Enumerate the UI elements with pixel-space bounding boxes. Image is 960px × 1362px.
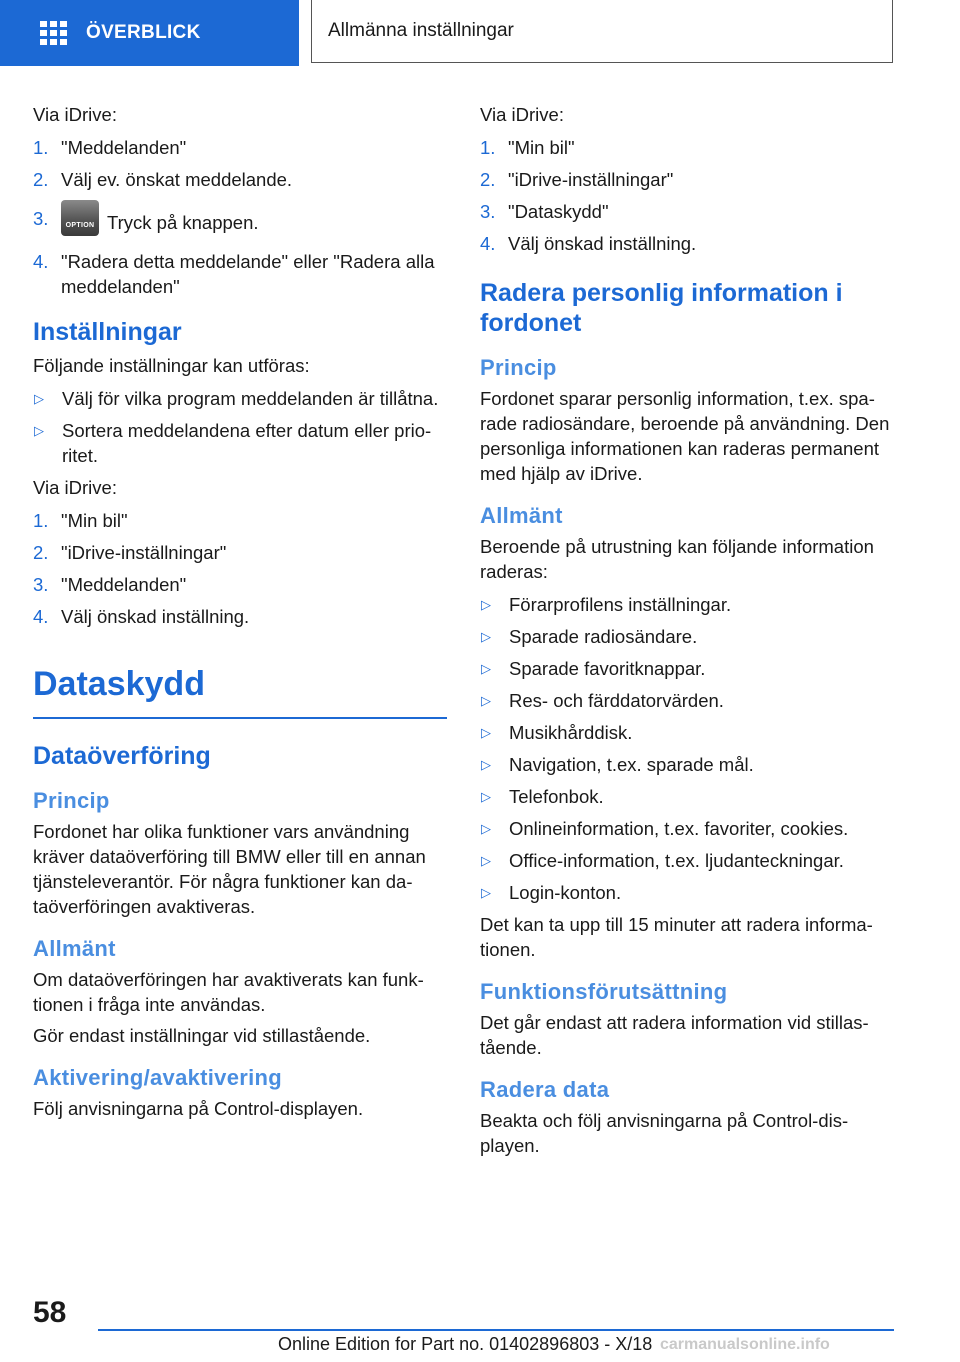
list-item: ▷ Navigation, t.ex. sparade mål. [481, 754, 754, 775]
general-heading: Allmänt [480, 503, 563, 528]
triangle-bullet-icon: ▷ [481, 885, 491, 900]
list-item: 3. "Dataskydd" [480, 201, 609, 222]
section-tab[interactable] [311, 0, 893, 63]
list-item: ▷ Onlineinformation, t.ex. favoriter, cookies. [481, 818, 849, 839]
principle-text: Fordonet sparar personlig information, t.ex. sparade radiosändare, beroende på användning. Den personliga informationen kan raderas permanent med hjälp av iDrive. [480, 388, 890, 484]
privacy-steps-list [480, 135, 898, 256]
triangle-bullet-icon: ▷ [481, 725, 491, 740]
principle-heading: Princip [480, 355, 557, 380]
list-item: ▷ Res- och färddatorvärden. [481, 690, 724, 711]
triangle-bullet-icon: ▷ [481, 693, 491, 708]
list-item: ▷ Telefonbok. [481, 786, 604, 807]
chapter-heading: Dataskydd [33, 663, 447, 719]
section-tab-label: Allmänna inställningar [328, 20, 514, 41]
general-note: Gör endast inställningar vid stillastående. [33, 1025, 371, 1046]
left-column [33, 102, 447, 1127]
list-item: ▷ Sortera meddelandena efter datum eller prioritet. [34, 420, 432, 466]
settings-bullets [33, 386, 447, 468]
list-item: 4. "Radera detta meddelande" eller "Radera alla meddelanden" [33, 251, 435, 297]
list-item: 4. Välj önskad inställning. [33, 606, 250, 627]
overview-tab-label: ÖVERBLICK [86, 22, 201, 43]
principle-heading: Princip [33, 788, 110, 813]
list-item: ▷ Förarprofilens inställningar. [481, 594, 732, 615]
principle-text: Fordonet har olika funktioner vars användning kräver dataöverföring till BMW eller till en annan tjänsteleverantör. För några funktioner kan dataöverföringen avaktiveras. [33, 821, 426, 917]
general-text: Beroende på utrustning kan följande information raderas: [480, 536, 874, 582]
right-column [480, 102, 898, 1164]
list-item: 2. "iDrive-inställningar" [480, 169, 674, 190]
list-item: ▷ Office-information, t.ex. ljudanteckningar. [481, 850, 844, 871]
triangle-bullet-icon: ▷ [481, 789, 491, 804]
edition-text: Online Edition for Part no. 01402896803 - X/18 [278, 1334, 653, 1354]
delete-personal-info-heading: Radera personlig information i fordonet [480, 279, 843, 337]
settings-steps-list [33, 508, 447, 629]
triangle-bullet-icon: ▷ [481, 757, 491, 772]
general-heading: Allmänt [33, 936, 116, 961]
triangle-bullet-icon: ▷ [481, 661, 491, 676]
list-item: ▷ Välj för vilka program meddelanden är tillåtna. [34, 388, 439, 409]
watermark: carmanualsonline.info [660, 1336, 830, 1353]
list-item: ▷ Sparade radiosändare. [481, 626, 698, 647]
triangle-bullet-icon: ▷ [481, 629, 491, 644]
settings-intro: Följande inställningar kan utföras: [33, 355, 310, 376]
triangle-bullet-icon: ▷ [34, 423, 44, 438]
triangle-bullet-icon: ▷ [481, 853, 491, 868]
grid-icon [40, 21, 68, 45]
triangle-bullet-icon: ▷ [481, 821, 491, 836]
option-button-icon: OPTION [61, 200, 99, 236]
via-idrive-label: Via iDrive: [33, 477, 117, 498]
via-idrive-label: Via iDrive: [33, 104, 117, 125]
triangle-bullet-icon: ▷ [481, 597, 491, 612]
list-item: ▷ Musikhårddisk. [481, 722, 633, 743]
list-item: 3. OPTION Tryck på knappen. [33, 206, 447, 242]
page-number: 58 [33, 1296, 67, 1329]
list-item: 1. "Min bil" [33, 510, 128, 531]
list-item: 3. "Meddelanden" [33, 574, 187, 595]
general-text: Om dataöverföringen har avaktiverats kan funktionen i fråga inte användas. [33, 969, 424, 1015]
activation-heading: Aktivering/avaktivering [33, 1065, 282, 1090]
list-item: 2. "iDrive-inställningar" [33, 542, 227, 563]
footer-divider [98, 1329, 894, 1331]
duration-text: Det kan ta upp till 15 minuter att radera informationen. [480, 914, 873, 960]
deletable-items-list [480, 592, 898, 905]
settings-heading: Inställningar [33, 318, 182, 346]
list-item: ▷ Login-konton. [481, 882, 622, 903]
list-item: 1. "Min bil" [480, 137, 575, 158]
data-transfer-heading: Dataöverföring [33, 742, 211, 770]
requirement-text: Det går endast att radera information vid stillastående. [480, 1012, 869, 1058]
activation-text: Följ anvisningarna på Control-displayen. [33, 1098, 364, 1119]
list-item: ▷ Sparade favoritknappar. [481, 658, 706, 679]
delete-data-heading: Radera data [480, 1077, 610, 1102]
message-steps-list [33, 135, 447, 299]
list-item: 2. Välj ev. önskat meddelande. [33, 169, 293, 190]
triangle-bullet-icon: ▷ [34, 391, 44, 406]
list-item: 1. "Meddelanden" [33, 137, 187, 158]
page-header [0, 0, 960, 66]
overview-tab[interactable] [0, 0, 299, 66]
list-item: 4. Välj önskad inställning. [480, 233, 697, 254]
requirement-heading: Funktionsförutsättning [480, 979, 728, 1004]
delete-data-text: Beakta och följ anvisningarna på Control-displayen. [480, 1110, 849, 1156]
via-idrive-label: Via iDrive: [480, 104, 564, 125]
